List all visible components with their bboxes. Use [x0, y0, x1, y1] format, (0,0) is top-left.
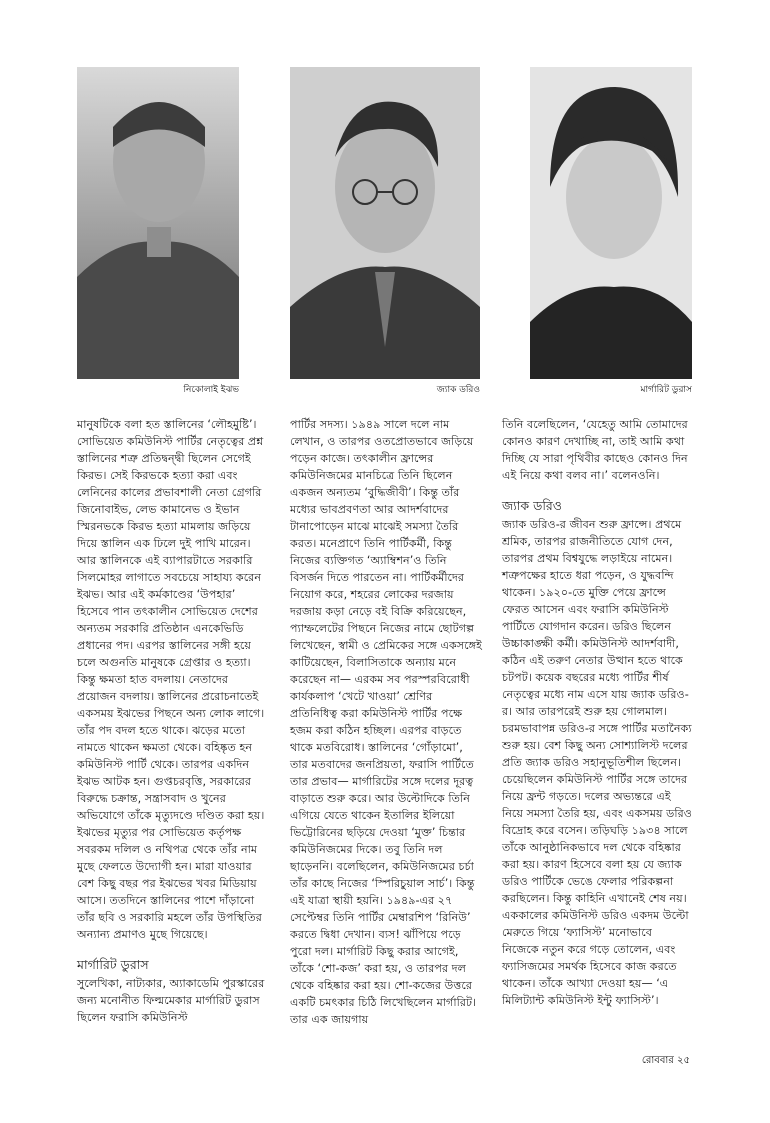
- photo-nikolai-yezhov: [77, 67, 239, 379]
- section-heading: জ্যাক ডরিও: [502, 498, 563, 513]
- body-paragraph: তিনি বলেছিলেন, ‘যেহেতু আমি তোমাদের কোনও কারণ দেখাচ্ছি না, তাই আমি কথা দিচ্ছি যে সারা পৃথিবীর কাছেও কোনও দিন এই নিয়ে কথা বলব না।’ বলেনওনি।: [502, 418, 688, 482]
- body-paragraph: মানুষটিকে বলা হত স্তালিনের ‘লৌহমুষ্টি’। সোভিয়েত কমিউনিস্ট পার্টির নেতৃত্বের প্রশ্ন স্তালিনের শত্রু প্রতিদ্বন্দ্বী ছিলেন সেগেই কিরভ। সেই কিরভকে হত্যা করা এবং লেনিনের কালের প্রভাবশালী নেতা গ্রেগরি জিনোবাইভ, লেভ কামানেভ ও ইভান স্মিরনভকে কিরভ হত্যা মামলায় জড়িয়ে দিয়ে স্তালিন এক ঢিলে দুই পাখি মারেন। আর স্তালিনকে এই ব্যাপারটাতে সরকারি সিলমোহর লাগাতে সবচেয়ে সাহায্য করেন ইঝভ। আর এই কর্মকাণ্ডের ‘উপহার’ হিসেবে পান তৎকালীন সোভিয়েত দেশের অন্যতম সরকারি প্রতিষ্ঠান এনকেভিডি প্রধানের পদ। এরপর স্তালিনের সঙ্গী হয়ে চলে অগুনতি মানুষকে গ্রেপ্তার ও হত্যা। কিন্তু ক্ষমতা হাত বদলায়। নেতাদের প্রয়োজন বদলায়। স্তালিনের প্ররোচনাতেই একসময় ইঝভের পিছনে অন্য লোক লাগে। তাঁর পদ বদল হতে থাকে। ঝড়ের মতো নামতে থাকেন ক্ষমতা থেকে। বহিষ্কৃত হন কমিউনিস্ট পার্টি থেকে। তারপর একদিন ইঝভ আটক হন। গুপ্তচরবৃত্তি, সরকারের বিরুদ্ধে চক্রান্ত, সন্ত্রাসবাদ ও খুনের অভিযোগে তাঁকে মৃত্যুদণ্ডে দণ্ডিত করা হয়। ইঝভের মৃত্যুর পর সোভিয়েত কর্তৃপক্ষ সবরকম দলিল ও নথিপত্র থেকে তাঁর নাম মুছে ফেলতে উদ্যোগী হন। মারা যাওয়ার বেশ কিছু বছর পর ইঝভের খবর মিডিয়ায় আসে। ততদিনে স্তালিনের পাশে দাঁড়ানো তাঁর ছবি ও সরকারি মহলে তাঁর উপস্থিতির অন্যান্য প্রমাণও মুছে গিয়েছে।: [77, 418, 265, 941]
- photo-caption: মার্গারিট ডুরাস: [640, 385, 692, 395]
- body-paragraph: পার্টির সদস্য। ১৯৪৯ সালে দলে নাম লেখান, ও তারপর ওতপ্রোতভাবে জড়িয়ে পড়েন কাজে। তৎকালীন ফ্রান্সের কমিউনিজমের মানচিত্রে তিনি ছিলেন একজন অন্যতম ‘বুদ্ধিজীবী’। কিন্তু তাঁর মধ্যের ভাবপ্রবণতা আর আদর্শবাদের টানাপোড়েন মাঝে মাঝেই সমস্যা তৈরি করত। মনেপ্রাণে তিনি পার্টিকর্মী, কিন্তু নিজের ব্যক্তিগত ‘অ্যাম্বিশন’ও তিনি বিসর্জন দিতে পারতেন না। পার্টিকর্মীদের নিয়োগ করে, শহরের লোকের দরজায় দরজায় কড়া নেড়ে বই বিক্রি করিয়েছেন, প্যাম্ফলেটের পিছনে নিজের নামে ছোটগল্প লিখেছেন, স্বামী ও প্রেমিকের সঙ্গে একসঙ্গেই কাটিয়েছেন, বিলাসিতাকে অন্যায় মনে করেছেন না— এরকম সব পরস্পরবিরোধী কার্যকলাপ ‘খেটে খাওয়া’ শ্রেণির প্রতিনিধিত্ব করা কমিউনিস্ট পার্টির পক্ষে হজম করা কঠিন হচ্ছিল। এরপর বাড়তে থাকে মতবিরোধ। স্তালিনের ‘গোঁড়ামো’, তার মতবাদের জনপ্রিয়তা, ফরাসি পার্টিতে তার প্রভাব— মার্গারিটের সঙ্গে দলের দূরত্ব বাড়াতে শুরু করে। আর উল্টোদিকে তিনি এগিয়ে যেতে থাকেন ইতালির ইলিয়ো ভিট্টোরিনের ছড়িয়ে দেওয়া ‘মুক্ত’ চিন্তার কমিউনিজমের দিকে। তবু তিনি দল ছাড়েননি। বলেছিলেন, কমিউনিজমের চর্চা তাঁর কাছে নিজের ‘স্পিরিচুয়াল সার্চ’। কিন্তু এই যাত্রা স্থায়ী হয়নি। ১৯৪৯-এর ২৭ সেপ্টেম্বর তিনি পার্টির মেম্বারশিপ ‘রিনিউ’ করতে দ্বিধা দেখান। ব্যস! ঝাঁপিয়ে পড়ে পুরো দল। মার্গারিট কিছু করার আগেই, তাঁকে ‘শো-কজ’ করা হয়, ও তারপর দল থেকে বহিষ্কার করা হয়। শো-কজের উত্তরে একটি চমৎকার চিঠি লিখেছিলেন মার্গারিট। তার এক জায়গায়: [290, 418, 482, 1026]
- body-paragraph: সুলেখিকা, নাট্যকার, অ্যাকাডেমি পুরস্কারের জন্য মনোনীত ফিল্মমেকার মার্গারিট ডুরাস ছিলেন ফরাসি কমিউনিস্ট: [77, 977, 265, 1024]
- text-column-2: [290, 416, 482, 1028]
- page-footer: রোববার ২৫: [641, 1055, 690, 1066]
- text-column-1: [77, 416, 267, 1026]
- photo-jacques-doriot: [290, 67, 480, 379]
- section-heading: মার্গারিট ডুরাস: [77, 957, 149, 972]
- photo-caption: নিকোলাই ইঝভ: [183, 385, 239, 395]
- photo-marguerite-duras: [530, 67, 692, 379]
- text-column-3: [502, 416, 692, 1009]
- photo-caption: জ্যাক ডরিও: [436, 385, 480, 395]
- body-paragraph: জ্যাক ডরিও-র জীবন শুরু ফ্রান্সে। প্রথমে শ্রমিক, তারপর রাজনীতিতে যোগ দেন, তারপর প্রথম বিশ্বযুদ্ধে লড়াইয়ে নামেন। শত্রুপক্ষের হাতে ধরা পড়েন, ও যুদ্ধবন্দি থাকেন। ১৯২০-তে মুক্তি পেয়ে ফ্রান্সে ফেরত আসেন এবং ফরাসি কমিউনিস্ট পার্টিতে যোগদান করেন। ডরিও ছিলেন উচ্চাকাঙ্ক্ষী কর্মী। কমিউনিস্ট আদর্শবাদী, কঠিন এই তরুণ নেতার উত্থান হতে থাকে চটপট। কয়েক বছরের মধ্যে পার্টির শীর্ষ নেতৃত্বের মধ্যে নাম এসে যায় জ্যাক ডরিও-র। আর তারপরেই শুরু হয় গোলমাল। চরমভাবাপন্ন ডরিও-র সঙ্গে পার্টির মতানৈক্য শুরু হয়। বেশ কিছু অন্য সোশ্যালিস্ট দলের প্রতি জ্যাক ডরিও সহানুভূতিশীল ছিলেন। চেয়েছিলেন কমিউনিস্ট পার্টির সঙ্গে তাদের নিয়ে ফ্রন্ট গড়তে। দলের অভ্যন্তরে এই নিয়ে সমস্যা তৈরি হয়, এবং একসময় ডরিও বিদ্রোহ করে বসেন। তড়িঘড়ি ১৯৩৪ সালে তাঁকে আনুষ্ঠানিকভাবে দল থেকে বহিষ্কার করা হয়। কারণ হিসেবে বলা হয় যে জ্যাক ডরিও পার্টিকে ভেঙে ফেলার পরিকল্পনা করছিলেন। কিন্তু কাহিনি এখানেই শেষ নয়। এককালের কমিউনিস্ট ডরিও একদম উল্টো মেরুতে গিয়ে ‘ফ্যাসিস্ট’ মনোভাবে নিজেকে নতুন করে গড়ে তোলেন, এবং ফ্যাসিজমের সমর্থক হিসেবে কাজ করতে থাকেন। তাঁকে আখ্যা দেওয়া হয়— ‘এ মিলিট্যান্ট কমিউনিস্ট ইন্টু ফ্যাসিস্ট’।: [502, 518, 692, 1007]
